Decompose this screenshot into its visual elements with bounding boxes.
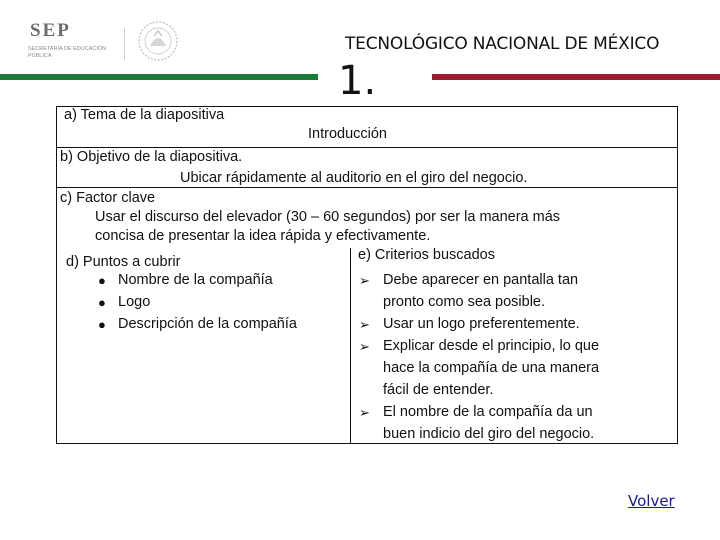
volver-link[interactable]: Volver — [628, 492, 675, 510]
factor-text-line-1: Usar el discurso del elevador (30 – 60 segundos) por ser la manera más — [95, 209, 561, 225]
criterio-line: El nombre de la compañía da un — [383, 404, 593, 420]
criterios-label: e) Criterios buscados — [358, 247, 495, 263]
sep-logo — [22, 18, 107, 68]
objetivo-label: b) Objetivo de la diapositiva. — [60, 149, 243, 165]
bullet-icon: ● — [98, 317, 106, 332]
criterio-line: fácil de entender. — [383, 382, 494, 398]
tema-label: a) Tema de la diapositiva — [64, 107, 225, 123]
puntos-label: d) Puntos a cubrir — [66, 254, 181, 270]
arrow-bullet-icon: ➢ — [359, 317, 370, 332]
table-left-border — [56, 106, 57, 444]
arrow-bullet-icon: ➢ — [359, 339, 370, 354]
table-row-divider-2 — [56, 187, 678, 188]
sep-logo-subtext: SECRETARÍA DE EDUCACIÓN PÚBLICA — [28, 46, 107, 59]
arrow-bullet-icon: ➢ — [359, 273, 370, 288]
table-column-divider — [350, 248, 351, 444]
table-right-border — [677, 106, 678, 444]
punto-item: Nombre de la compañía — [118, 272, 273, 288]
table-bottom-border — [56, 443, 678, 444]
criterio-line: buen indicio del giro del negocio. — [383, 426, 595, 442]
punto-item: Descripción de la compañía — [118, 316, 297, 332]
objetivo-value: Ubicar rápidamente al auditorio en el giro del negocio. — [180, 170, 528, 186]
criterio-line: pronto como sea posible. — [383, 294, 546, 310]
bullet-icon: ● — [98, 295, 106, 310]
header-bar-green — [0, 74, 318, 80]
bullet-icon: ● — [98, 273, 106, 288]
header-bar-red — [432, 74, 720, 80]
table-row-divider-1 — [56, 147, 678, 148]
criterio-line: Usar un logo preferentemente. — [383, 316, 580, 332]
institution-title: TECNOLÓGICO NACIONAL DE MÉXICO — [345, 34, 660, 54]
punto-item: Logo — [118, 294, 151, 310]
factor-label: c) Factor clave — [60, 190, 156, 206]
criterio-line: Explicar desde el principio, lo que — [383, 338, 600, 354]
logo-divider — [124, 28, 125, 60]
sep-logo-text: SEP — [30, 20, 71, 41]
criterio-line: Debe aparecer en pantalla tan — [383, 272, 579, 288]
mexico-seal-icon — [132, 18, 184, 64]
slide-number: 1. — [338, 58, 377, 104]
factor-text-line-2: concisa de presentar la idea rápida y efectivamente. — [95, 228, 431, 244]
arrow-bullet-icon: ➢ — [359, 405, 370, 420]
criterio-line: hace la compañía de una manera — [383, 360, 600, 376]
tema-value: Introducción — [308, 126, 387, 142]
